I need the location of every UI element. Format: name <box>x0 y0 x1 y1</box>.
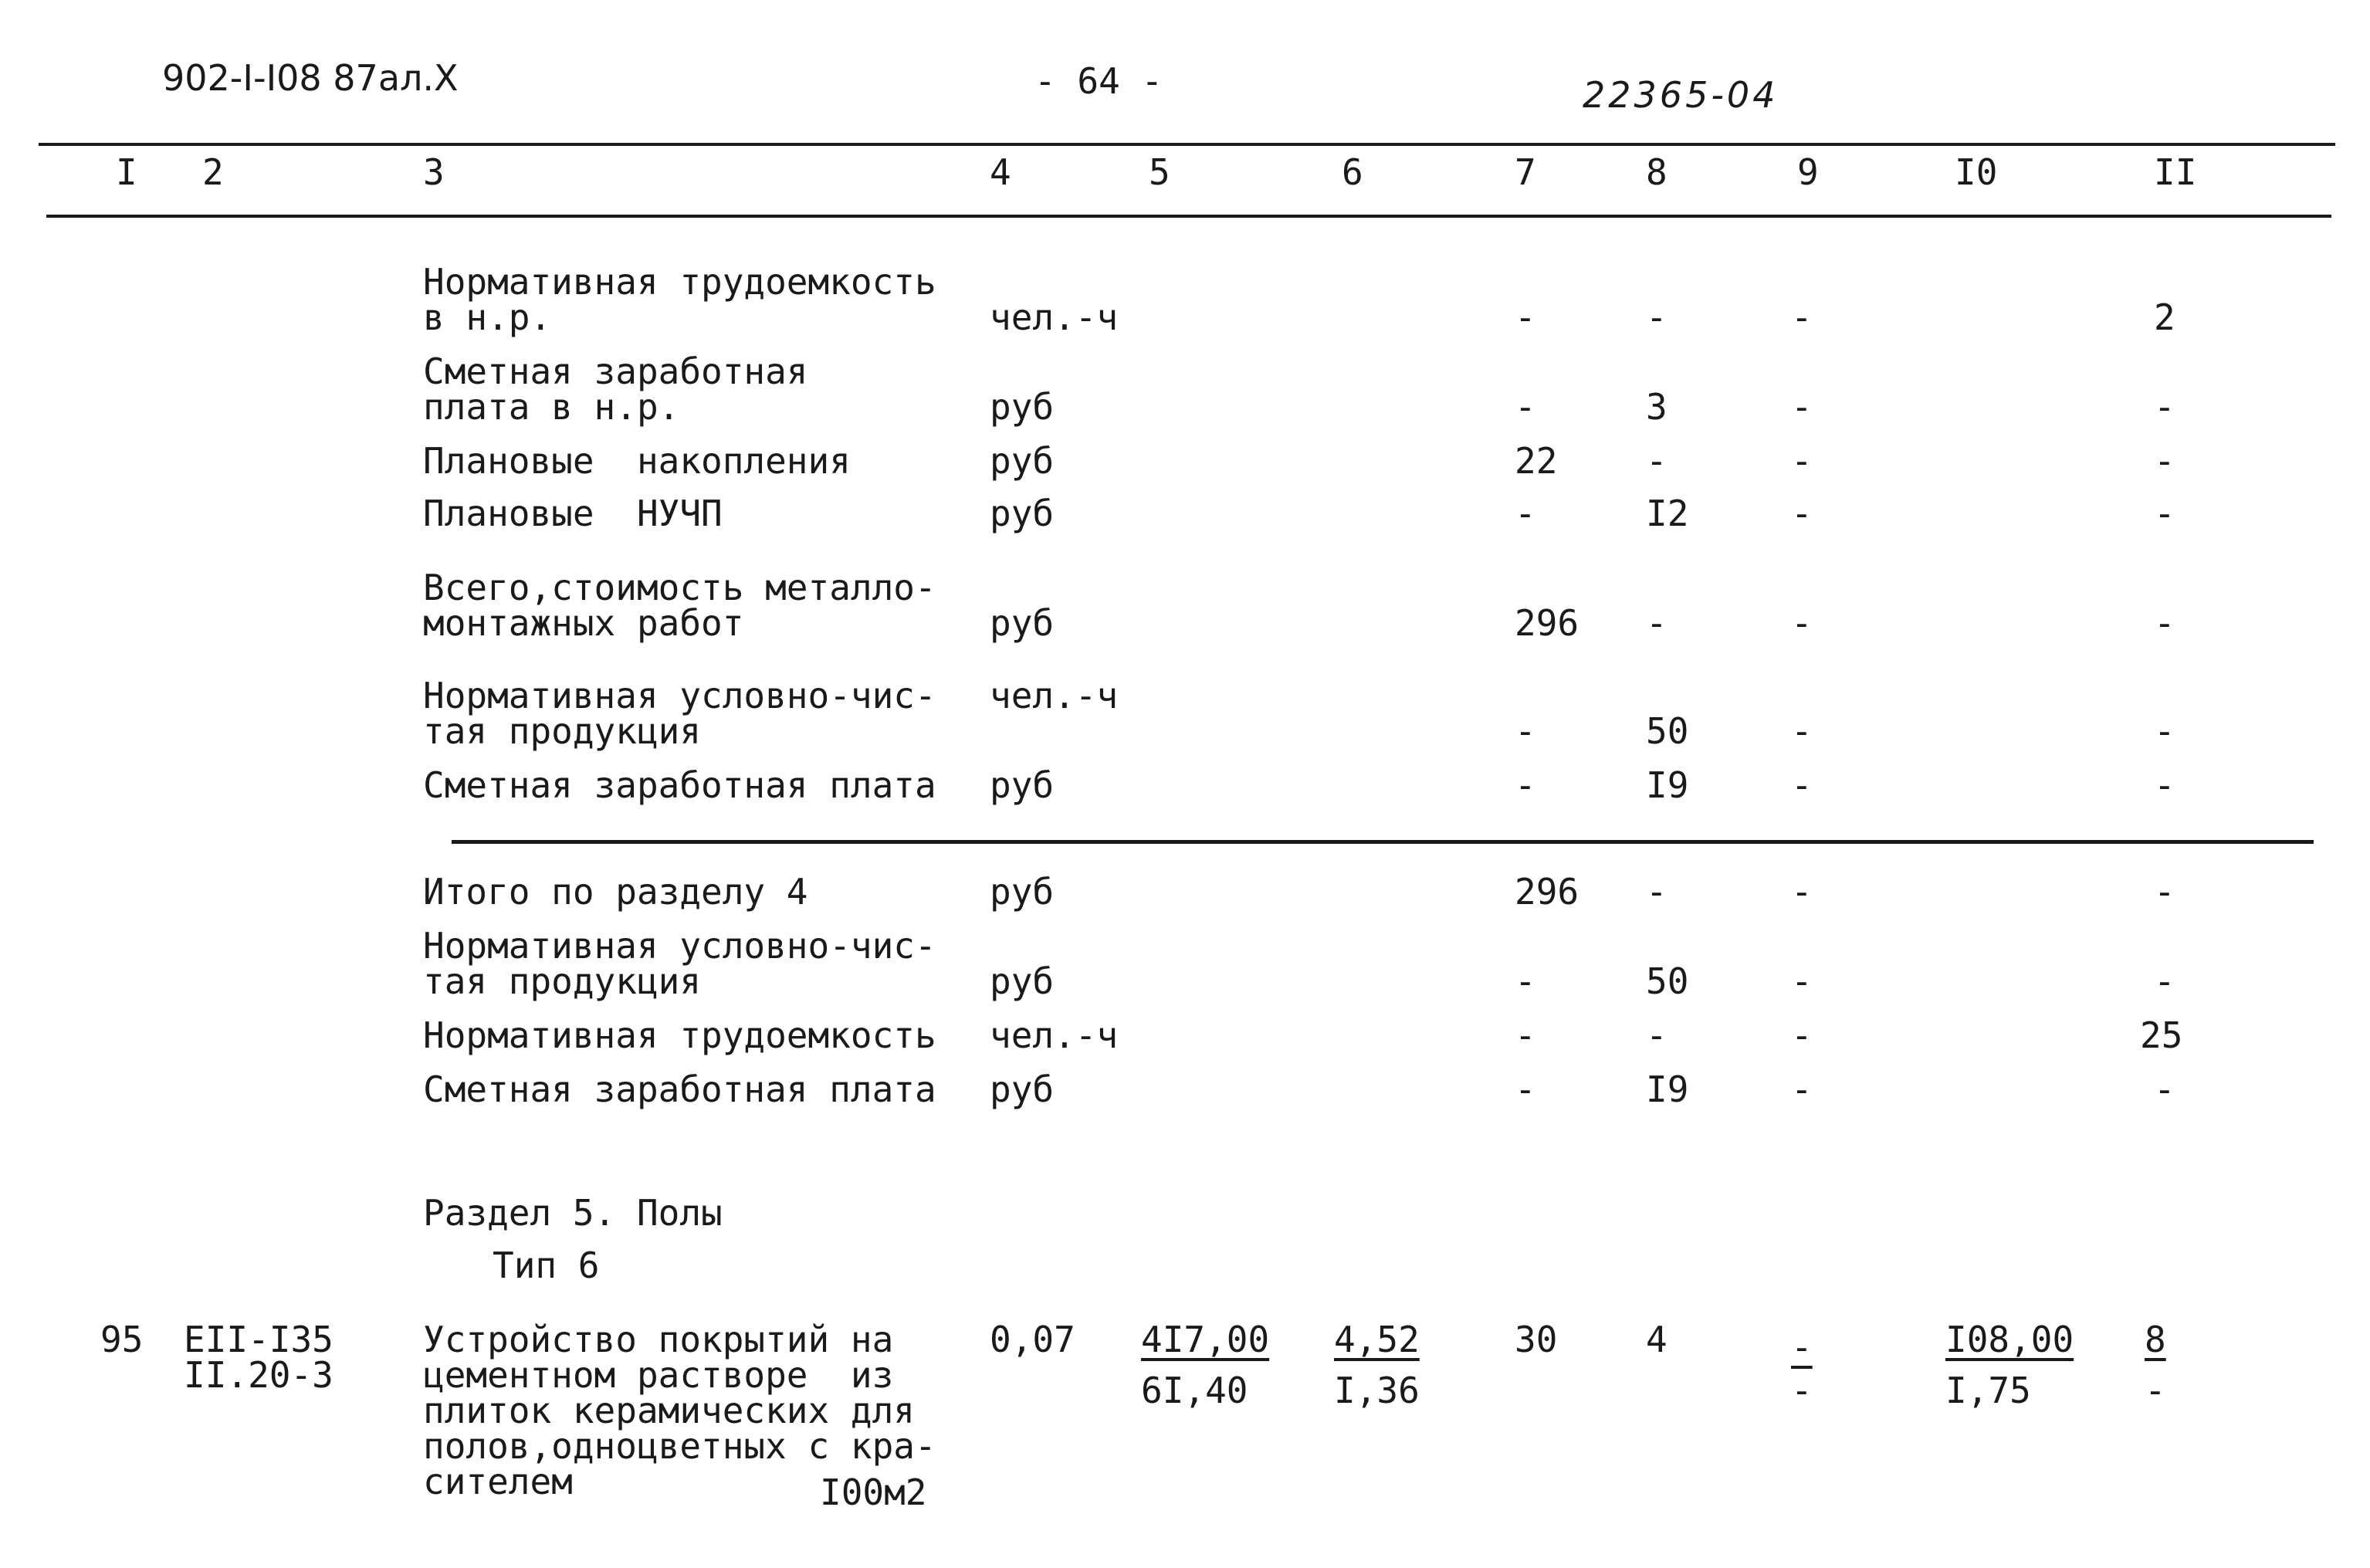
cell-c11: - <box>2154 602 2175 644</box>
row-label-cont: тая продукция <box>423 710 702 752</box>
cell-c8: 4 <box>1646 1319 1667 1360</box>
cell-c9: - <box>1791 764 1813 806</box>
cell-c10-top: I08,00 <box>1945 1319 2074 1360</box>
row-unit: чел.-ч <box>990 1014 1119 1056</box>
cell-c5-bottom: 6I,40 <box>1141 1370 1248 1411</box>
cell-c8: I2 <box>1646 493 1689 534</box>
row-label-cont: плата в н.р. <box>423 386 680 428</box>
cell-c9-bottom: - <box>1791 1370 1813 1411</box>
row-label-cont: тая продукция <box>423 960 702 1002</box>
col-header-1: I <box>116 151 137 193</box>
page-number: - 64 - <box>1034 60 1163 102</box>
item-desc-line: полов,одноцветных с кра- <box>423 1425 936 1467</box>
archive-number: 22365-04 <box>1583 74 1779 116</box>
cell-c6-top: 4,52 <box>1334 1319 1420 1360</box>
cell-c5-top: 4I7,00 <box>1141 1319 1270 1360</box>
col-header-6: 6 <box>1342 151 1363 193</box>
cell-c7: 296 <box>1515 871 1579 913</box>
cell-c9: - <box>1791 493 1813 534</box>
cell-c11: - <box>2154 440 2175 482</box>
cell-c9: - <box>1791 440 1813 482</box>
item-quantity: 0,07 <box>990 1319 1075 1360</box>
cell-c8: 50 <box>1646 710 1689 752</box>
row-label: Нормативная трудоемкость <box>423 1014 936 1056</box>
cell-c9: - <box>1791 1014 1813 1056</box>
cell-c8: - <box>1646 602 1667 644</box>
col-header-7: 7 <box>1515 151 1536 193</box>
section-subtitle: Тип 6 <box>493 1245 600 1286</box>
row-label: Нормативная условно-чис- <box>423 925 936 967</box>
cell-c11: - <box>2154 493 2175 534</box>
cell-c9: - <box>1791 871 1813 913</box>
row-unit: руб <box>990 871 1055 913</box>
section-divider <box>452 840 2314 844</box>
row-label: Сметная заработная <box>423 351 808 392</box>
cell-c8: I9 <box>1646 1068 1689 1110</box>
row-label: Нормативная трудоемкость <box>423 261 936 303</box>
row-label: Плановые НУЧП <box>423 493 723 534</box>
row-unit: руб <box>990 386 1055 428</box>
col-header-3: 3 <box>423 151 445 193</box>
col-header-9: 9 <box>1797 151 1819 193</box>
col-header-11: II <box>2154 151 2197 193</box>
cell-c8: 50 <box>1646 960 1689 1002</box>
row-label: Плановые накопления <box>423 440 851 482</box>
row-unit: руб <box>990 960 1055 1002</box>
cell-c7: - <box>1515 493 1536 534</box>
cell-c8: - <box>1646 296 1667 338</box>
item-desc-line: плиток керамических для <box>423 1390 915 1431</box>
cell-c9-top: - <box>1791 1326 1813 1368</box>
cell-c10-bottom: I,75 <box>1945 1370 2031 1411</box>
col-header-8: 8 <box>1646 151 1667 193</box>
row-label: Нормативная условно-чис- <box>423 675 936 716</box>
row-unit: руб <box>990 764 1055 806</box>
item-desc-line: Устройство покрытий на <box>423 1319 894 1360</box>
cell-c9: - <box>1791 296 1813 338</box>
item-code-secondary: II.20-3 <box>184 1354 333 1396</box>
row-unit: руб <box>990 440 1055 482</box>
row-unit: руб <box>990 602 1055 644</box>
cell-c7: - <box>1515 960 1536 1002</box>
cell-c7: - <box>1515 1068 1536 1110</box>
cell-c11: - <box>2154 710 2175 752</box>
document-code: 902-I-I08 87ал.X <box>162 57 459 99</box>
row-unit: руб <box>990 1068 1055 1110</box>
row-label-cont: монтажных работ <box>423 602 744 644</box>
row-unit: чел.-ч <box>990 296 1119 338</box>
cell-c11: - <box>2154 1068 2175 1110</box>
row-label: Итого по разделу 4 <box>423 871 808 913</box>
item-number: 95 <box>100 1319 144 1360</box>
col-header-4: 4 <box>990 151 1011 193</box>
item-code: EII-I35 <box>184 1319 333 1360</box>
cell-c9: - <box>1791 602 1813 644</box>
row-unit: чел.-ч <box>990 675 1119 716</box>
cell-c11: 25 <box>2140 1014 2183 1056</box>
cell-c7: - <box>1515 764 1536 806</box>
row-unit: руб <box>990 493 1055 534</box>
cell-c11: - <box>2154 960 2175 1002</box>
cell-c9: - <box>1791 710 1813 752</box>
cell-c8: - <box>1646 1014 1667 1056</box>
cell-c7: - <box>1515 296 1536 338</box>
col-header-2: 2 <box>202 151 224 193</box>
col-header-10: I0 <box>1955 151 1998 193</box>
cell-c8: 3 <box>1646 386 1667 428</box>
cell-c7: 30 <box>1515 1319 1558 1360</box>
row-label-cont: в н.р. <box>423 296 552 338</box>
row-label: Всего,стоимость металло- <box>423 567 936 608</box>
row-label: Сметная заработная плата <box>423 764 936 806</box>
cell-c9: - <box>1791 960 1813 1002</box>
cell-c8: - <box>1646 871 1667 913</box>
row-label: Сметная заработная плата <box>423 1068 936 1110</box>
cell-c11-bottom: - <box>2145 1370 2166 1411</box>
cell-c8: I9 <box>1646 764 1689 806</box>
cell-c7: - <box>1515 710 1536 752</box>
cell-c11: - <box>2154 386 2175 428</box>
cell-c9: - <box>1791 386 1813 428</box>
item-unit: I00м2 <box>820 1471 927 1513</box>
cell-c7: - <box>1515 1014 1536 1056</box>
cell-c11: - <box>2154 871 2175 913</box>
cell-c6-bottom: I,36 <box>1334 1370 1420 1411</box>
cell-c7: - <box>1515 386 1536 428</box>
top-rule <box>39 143 2335 146</box>
cell-c11-top: 8 <box>2145 1319 2166 1360</box>
cell-c11: 2 <box>2154 296 2175 338</box>
item-desc-line: сителем <box>423 1461 573 1502</box>
cell-c7: 22 <box>1515 440 1558 482</box>
section-title: Раздел 5. Полы <box>423 1192 723 1234</box>
col-header-5: 5 <box>1149 151 1170 193</box>
cell-c8: - <box>1646 440 1667 482</box>
cell-c7: 296 <box>1515 602 1579 644</box>
cell-c11: - <box>2154 764 2175 806</box>
header-bottom-rule <box>46 215 2331 218</box>
item-desc-line: цементном растворе из <box>423 1354 894 1396</box>
cell-c9: - <box>1791 1068 1813 1110</box>
